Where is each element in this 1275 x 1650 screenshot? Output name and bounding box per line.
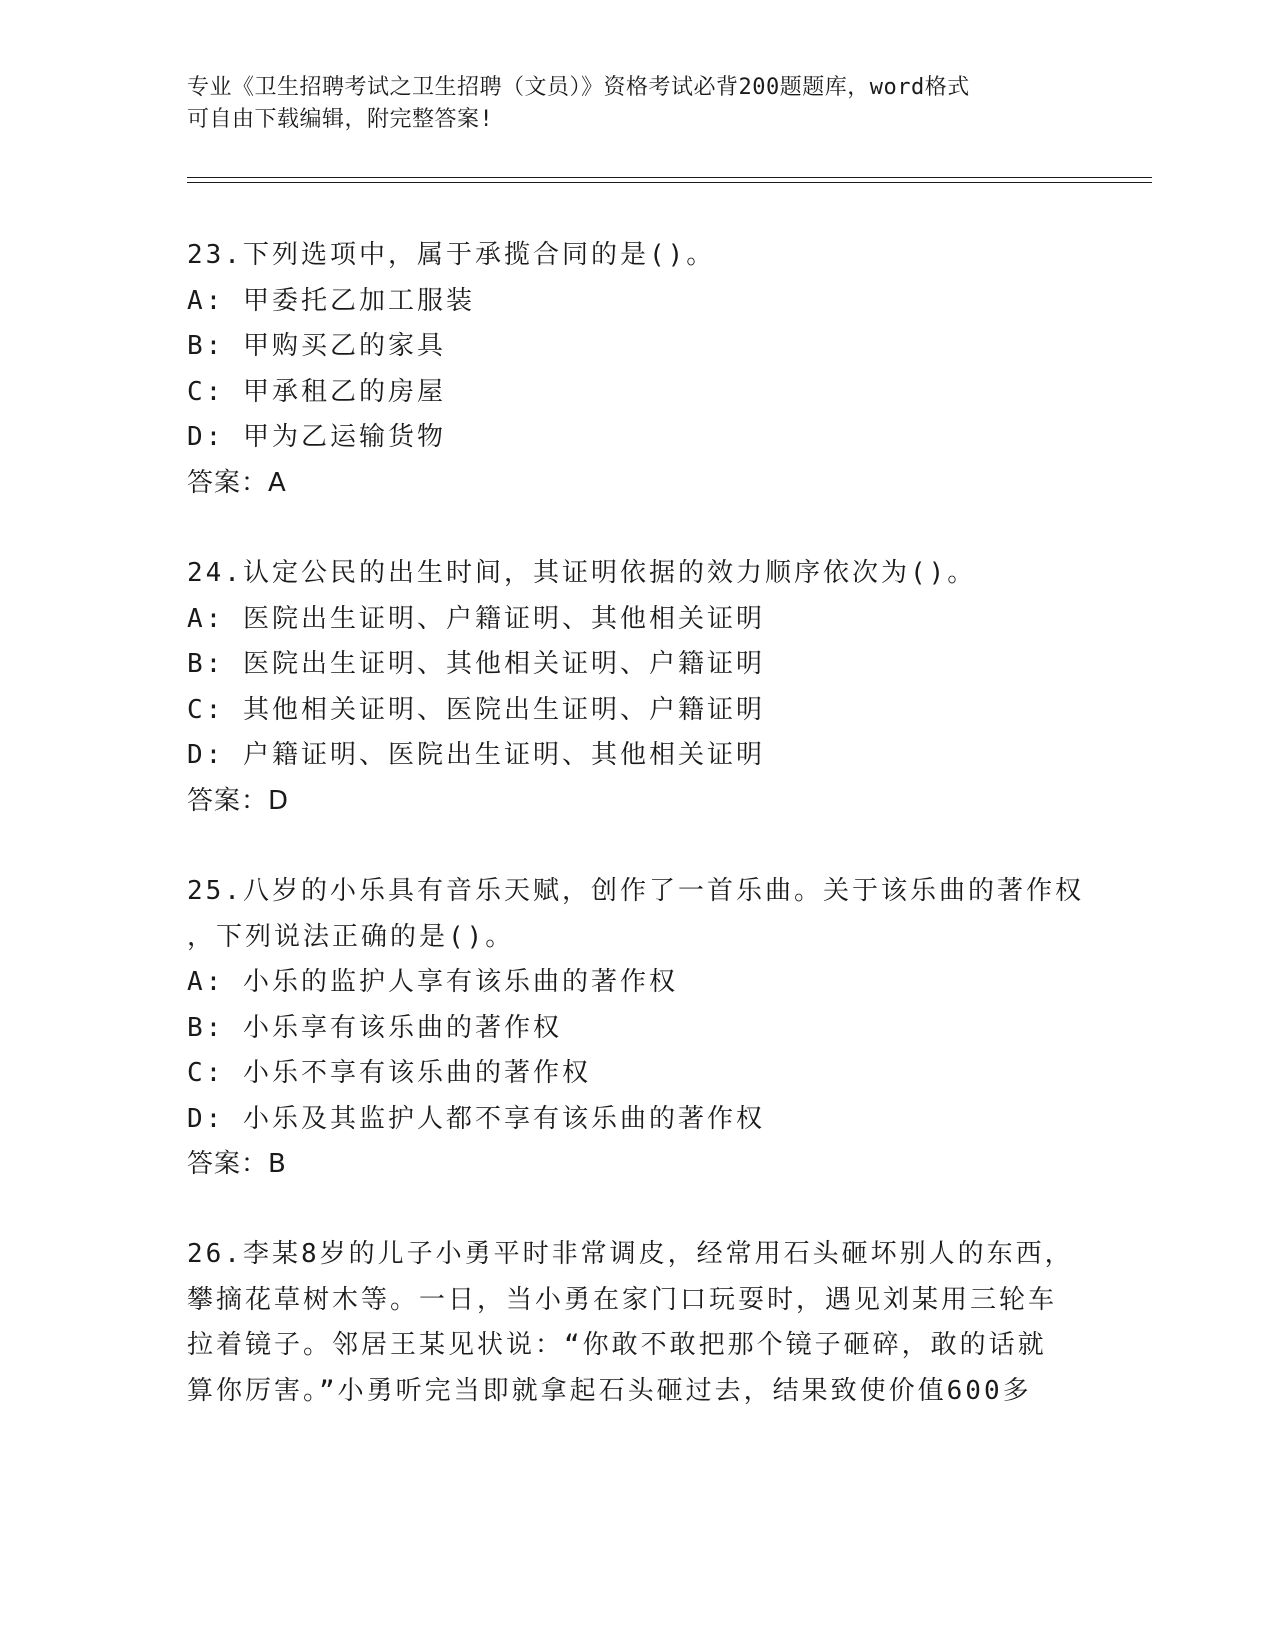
question-25 [187, 869, 1087, 1188]
document-header [187, 72, 1067, 136]
option-a: A: 小乐的监护人享有该乐曲的著作权 [187, 967, 678, 997]
option-a: A: 甲委托乙加工服装 [187, 285, 475, 316]
option-b: B: 医院出生证明、其他相关证明、户籍证明 [187, 649, 765, 679]
option-c: C: 小乐不享有该乐曲的著作权 [187, 1058, 591, 1088]
question-stem: 24.认定公民的出生时间，其证明依据的效力顺序依次为()。 [187, 558, 977, 588]
option-c: C: 甲承租乙的房屋 [187, 376, 446, 407]
option-c: C: 其他相关证明、医院出生证明、户籍证明 [187, 694, 765, 725]
option-d: D: 小乐及其监护人都不享有该乐曲的著作权 [187, 1103, 765, 1134]
question-23 [187, 233, 1087, 506]
option-b: B: 甲购买乙的家具 [187, 331, 446, 361]
header-divider-bottom [187, 182, 1152, 183]
header-divider-top [187, 177, 1152, 178]
question-stem: 23.下列选项中，属于承揽合同的是()。 [187, 240, 716, 270]
question-stem: 25.八岁的小乐具有音乐天赋，创作了一首乐曲。关于该乐曲的著作权 [187, 876, 1084, 906]
answer: 答案：A [187, 467, 287, 498]
header-line-2: 可自由下载编辑，附完整答案! [187, 107, 494, 132]
question-stem-continued: ，下列说法正确的是()。 [187, 921, 515, 952]
answer: 答案：D [187, 785, 290, 816]
option-d: D: 甲为乙运输货物 [187, 422, 446, 452]
question-stem-continued: 算你厉害。”小勇听完当即就拿起石头砸过去，结果致使价值600多 [187, 1375, 1032, 1406]
question-stem: 26.李某8岁的儿子小勇平时非常调皮，经常用石头砸坏别人的东西， [187, 1239, 1074, 1269]
question-stem-continued: 攀摘花草树木等。一日，当小勇在家门口玩耍时，遇见刘某用三轮车 [187, 1284, 1058, 1315]
question-24 [187, 551, 1087, 824]
answer: 答案：B [187, 1149, 287, 1179]
option-a: A: 医院出生证明、户籍证明、其他相关证明 [187, 603, 765, 634]
header-line-1: 专业《卫生招聘考试之卫生招聘（文员）》资格考试必背200题题库，word格式 [187, 75, 970, 100]
option-d: D: 户籍证明、医院出生证明、其他相关证明 [187, 740, 765, 770]
question-stem-continued: 拉着镜子。邻居王某见状说：“你敢不敢把那个镜子砸碎，敢的话就 [187, 1330, 1047, 1360]
question-26 [187, 1232, 1087, 1414]
option-b: B: 小乐享有该乐曲的著作权 [187, 1012, 562, 1043]
